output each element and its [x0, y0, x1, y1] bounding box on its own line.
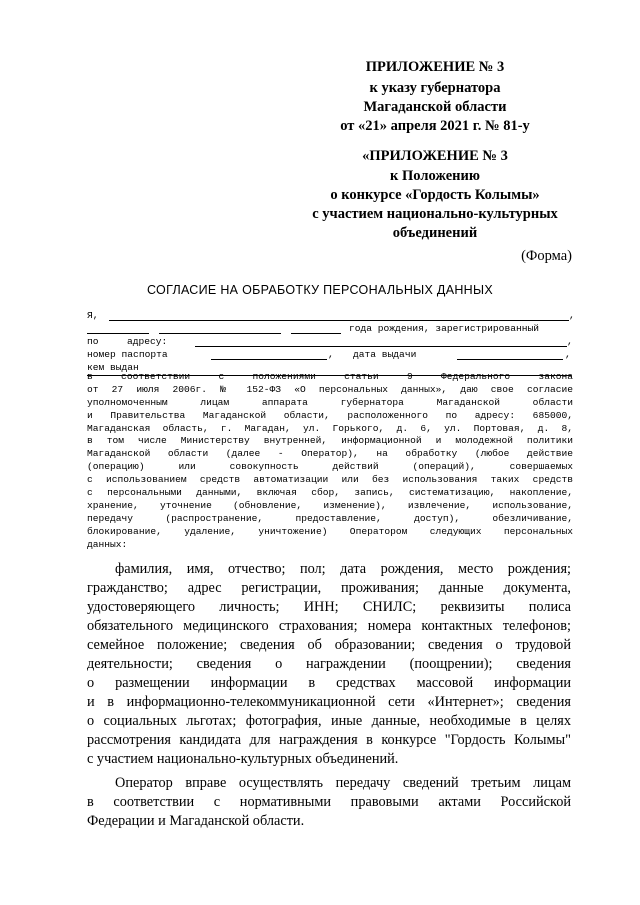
transfer-line: Оператор вправе осуществлять передачу сведений третьим лицам: [115, 775, 571, 791]
regulation-appendix-number: «ПРИЛОЖЕНИЕ № 3: [362, 148, 508, 164]
consent-line: в соответствии с положениями статьи 9 Федерального закона: [87, 371, 573, 382]
consent-line: (операцию) или совокупность действий (операций), совершаемых: [87, 461, 573, 473]
consent-line: данных:: [87, 538, 128, 550]
decree-date-number: от «21» апреля 2021 г. № 81-у: [340, 118, 530, 134]
consent-line: уполномоченным лицам аппарата губернатора Магаданской области: [87, 396, 573, 408]
consent-paragraph: [87, 371, 573, 551]
transfer-line: в соответствии с нормативными правовыми актами Российской: [87, 794, 571, 810]
passport-number-blank[interactable]: [211, 349, 327, 360]
consent-line: Магаданской области (далее - Оператор), на обработку (любое действие: [87, 448, 573, 460]
consent-line: от 27 июля 2006г. № 152-ФЗ «О персональных данных», даю свое согласие: [87, 383, 573, 395]
data-list-line: о размещении информации в средствах массовой информации: [87, 675, 571, 691]
data-list-line: обязательного медицинского страхования; номера контактных телефонов;: [87, 618, 571, 634]
data-list-line: рассмотрения кандидата для награждения в конкурсе "Гордость Колымы": [87, 732, 571, 748]
birth-year-row: [87, 323, 573, 336]
address-row: по адресу: ,: [87, 335, 573, 347]
address-label: адресу:: [127, 335, 168, 347]
decree-reference: к указу губернатора: [369, 80, 501, 96]
surname-blank[interactable]: [87, 323, 149, 334]
data-list-line: удостоверяющего личность; ИНН; СНИЛС; реквизиты полиса: [87, 599, 571, 615]
associations-line: объединений: [392, 225, 478, 241]
consent-line: передачу (распространение, предоставление, доступ), обезличивание,: [87, 512, 573, 524]
issue-date-label: дата выдачи: [353, 348, 417, 360]
transfer-paragraph: [87, 774, 571, 831]
data-list-line: и в информационно-телекоммуникационной сети «Интернет»; сведения: [87, 694, 571, 710]
data-list-line: фамилия, имя, отчество; пол; дата рождения, место рождения;: [115, 561, 571, 577]
data-list-line: семейное положение; сведения об образовании; сведения о трудовой: [87, 637, 571, 653]
form-label: (Форма): [521, 248, 572, 264]
document-title: СОГЛАСИЕ НА ОБРАБОТКУ ПЕРСОНАЛЬНЫХ ДАННЫХ: [147, 283, 493, 297]
data-list-line: деятельности; сведения о награждении (поощрении); сведения: [87, 656, 571, 672]
consent-line: с использованием средств автоматизации или без использования таких средств: [87, 474, 573, 486]
birth-year-blank[interactable]: [291, 323, 341, 334]
consent-line: блокирование, удаление, уничтожение) Оператором следующих персональных: [87, 525, 573, 537]
personal-info-fields: [87, 310, 573, 374]
address-blank[interactable]: [195, 336, 567, 347]
data-list-line: о социальных льготах; фотография, иные данные, необходимые в целях: [87, 713, 571, 729]
data-list-line: гражданство; адрес регистрации, проживания; данные документа,: [87, 580, 571, 596]
contest-name: о конкурсе «Гордость Колымы»: [330, 187, 540, 203]
passport-row: номер паспорта , дата выдачи ,: [87, 348, 571, 360]
region-name: Магаданской области: [363, 99, 507, 115]
regulation-reference: к Положению: [390, 168, 480, 184]
consent-line: Магаданская область, г. Магадан, ул. Горького, д. 6, ул. Портовая, д. 8,: [87, 422, 573, 434]
name-field-row: Я, ,: [87, 310, 575, 321]
name-blank[interactable]: [109, 310, 569, 321]
appendix-number: ПРИЛОЖЕНИЕ № 3: [365, 59, 505, 75]
i-label: Я,: [87, 310, 99, 321]
consent-line: и Правительства Магаданской области, расположенного по адресу: 685000,: [87, 409, 573, 421]
address-label-po: по: [87, 335, 99, 347]
transfer-line: Федерации и Магаданской области.: [87, 813, 305, 829]
consent-line: с персональными данными, включая сбор, запись, систематизацию, накопление,: [87, 487, 573, 499]
birth-year-label: года рождения, зарегистрированный: [349, 322, 539, 334]
participation-line: с участием национально-культурных: [312, 206, 558, 222]
personal-data-list: [87, 560, 571, 769]
consent-line: в том числе Министерству внутренней, информационной и молодежной политики: [87, 435, 573, 447]
data-list-line: с участием национально-культурных объединений.: [87, 751, 399, 767]
passport-label: номер паспорта: [87, 348, 168, 360]
consent-line: хранение, уточнение (обновление, изменение), извлечение, использование,: [87, 499, 573, 511]
issue-date-blank[interactable]: [457, 349, 563, 360]
first-name-blank[interactable]: [159, 323, 281, 334]
issued-by-label: кем выдан: [87, 361, 139, 373]
